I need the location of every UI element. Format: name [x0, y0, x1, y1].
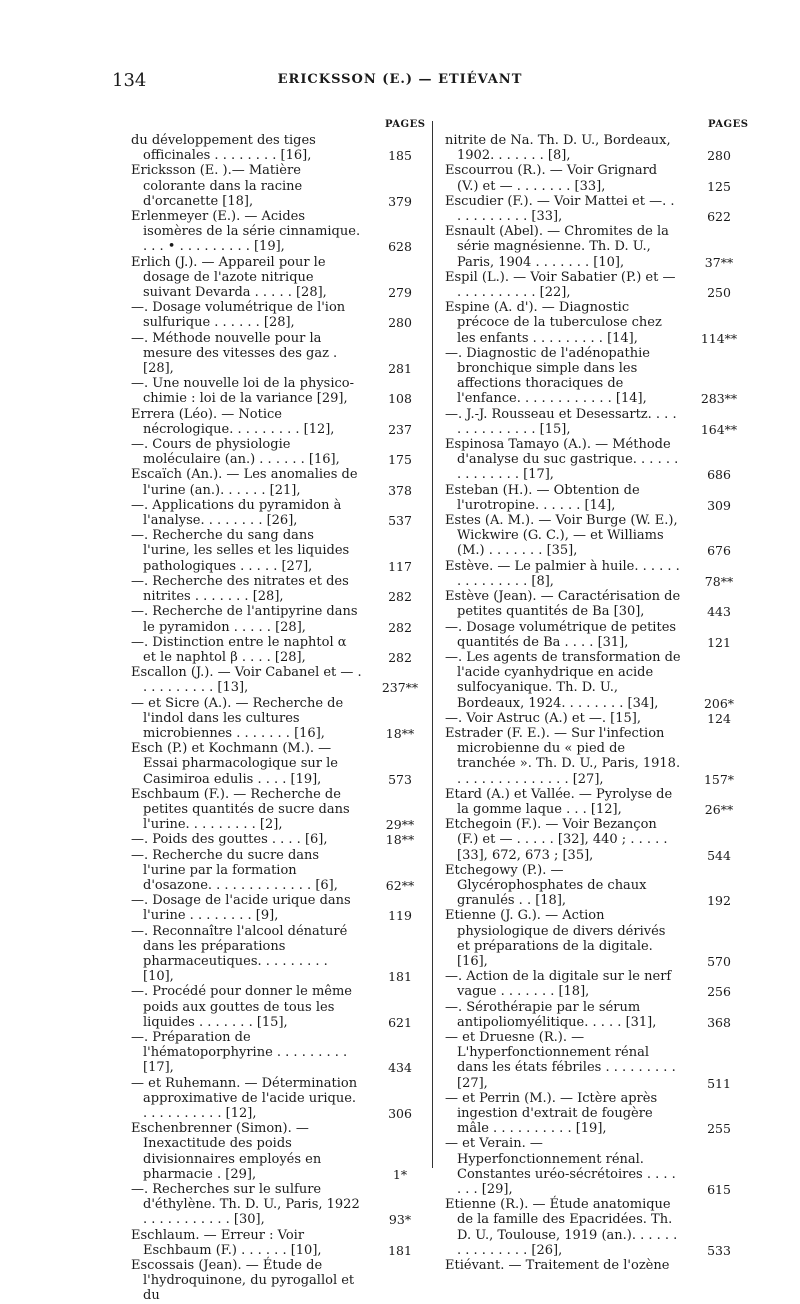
entry-text: —. Action de la digitale sur le nerf vague . . . . . . . [18], — [445, 969, 676, 1000]
page-number: 134 — [112, 70, 147, 91]
index-entry — [131, 467, 426, 497]
index-entry — [131, 741, 426, 787]
entry-text: — et Verain. — Hyperfonctionnement rénal. Constantes uréo-sécrétoires . . . . . . . [29], — [445, 1136, 680, 1198]
index-entry — [445, 726, 745, 787]
entry-text: Etiévant. — Traitement de l'ozène — [445, 1258, 670, 1274]
entry-text: Escudier (F.). — Voir Mattei et —. . . . . . . . . . . [33], — [445, 193, 679, 225]
entry-text: —. Cours de physiologie moléculaire (an.) . . . . . . [16], — [131, 437, 340, 468]
entry-text: Espil (L.). — Voir Sabatier (P.) et — . . . . . . . . . . [22], — [445, 269, 680, 301]
index-entry — [445, 133, 745, 163]
entry-page: 37** — [704, 254, 734, 270]
index-entry — [445, 559, 745, 589]
entry-text: Esch (P.) et Kochmann (M.). — Essai pharmacologique sur le Casimiroa edulis . . . . [19], — [131, 741, 343, 787]
entry-text: Esnault (Abel). — Chromites de la série magnésienne. Th. D. U., Paris, 1904 . . . . . . . [10], — [445, 224, 674, 270]
entry-page: 175 — [388, 452, 412, 468]
entry-page: 93* — [388, 1212, 412, 1228]
index-entry — [131, 163, 426, 209]
entry-page: 117 — [388, 558, 412, 574]
entry-page: 237** — [381, 680, 419, 696]
index-entry — [445, 1258, 745, 1273]
entry-text: —. Voir Astruc (A.) et —. [15], — [445, 710, 642, 726]
index-entry — [445, 270, 745, 300]
entry-text: — et Druesne (R.). — L'hyperfonctionnement rénal dans les états fébriles . . . . . . . . . [27], — [445, 1029, 680, 1091]
entry-page: 615 — [707, 1182, 731, 1198]
entry-page: 280 — [388, 315, 412, 331]
index-entry — [131, 1076, 426, 1122]
entry-text: Escossais (Jean). — Étude de l'hydroquinone, du pyrogallol et du — [131, 1258, 359, 1304]
entry-text: du développement des tiges officinales . . . . . . . . [16], — [131, 133, 320, 164]
entry-page: 622 — [707, 209, 731, 225]
index-entry — [131, 893, 426, 923]
entry-page: 181 — [388, 969, 412, 985]
entry-text: —. Applications du pyramidon à l'analyse. . . . . . . . [26], — [131, 497, 346, 529]
entry-page: 434 — [388, 1060, 412, 1076]
index-entry — [131, 635, 426, 665]
entry-text: —. Recherche de l'antipyrine dans le pyramidon . . . . . [28], — [131, 604, 362, 635]
entry-page: 62** — [385, 877, 415, 893]
entry-page: 114** — [700, 330, 738, 346]
index-entry — [445, 163, 745, 193]
index-entry — [131, 574, 426, 604]
index-entry — [131, 376, 426, 406]
entry-page: 18** — [385, 832, 415, 848]
entry-page: 26** — [704, 801, 734, 817]
index-entry — [131, 300, 426, 330]
entry-text: Estes (A. M.). — Voir Burge (W. E.), Wickwire (G. C.), — et Williams (M.) . . . . . . . [35], — [445, 513, 682, 559]
entry-text: —. Dosage de l'acide urique dans l'urine . . . . . . . . [9], — [131, 893, 355, 924]
index-entry — [445, 589, 745, 619]
entry-text: —. Reconnaître l'alcool dénaturé dans les préparations pharmaceutiques. . . . . . . . . [10], — [131, 923, 352, 985]
index-entry — [445, 1000, 745, 1030]
entry-page: 544 — [707, 847, 731, 863]
entry-text: —. Les agents de transformation de l'acide cyanhydrique en acide sulfocyanique. Th. D. U., Bordeaux, 1924. . . . . . . . [34], — [445, 649, 685, 711]
index-entry — [131, 133, 426, 163]
entry-page: 124 — [707, 710, 731, 726]
entry-page: 537 — [388, 513, 412, 529]
entry-text: —. Sérothérapie par le sérum antipoliomyélitique. . . . . [31], — [445, 999, 657, 1030]
index-entry — [131, 1121, 426, 1182]
index-entry — [131, 848, 426, 894]
entry-text: —. J.-J. Rousseau et Desessartz. . . . . . . . . . . . . . [15], — [445, 406, 681, 437]
entry-text: Etienne (R.). — Étude anatomique de la famille des Epacridées. Th. D. U., Toulouse, 1919 (an.). . . . . . . . . . . . . . . [26], — [445, 1197, 682, 1258]
entry-page: 78** — [704, 573, 734, 589]
index-entry — [131, 407, 426, 437]
entry-text: Etard (A.) et Vallée. — Pyrolyse de la gomme laque . . . [12], — [445, 786, 677, 817]
entry-page: 378 — [388, 482, 412, 498]
entry-text: Espinosa Tamayo (A.). — Méthode d'analyse du suc gastrique. . . . . . . . . . . . . . [17], — [445, 437, 683, 483]
entry-page: 282 — [388, 619, 412, 635]
entry-text: —. Distinction entre le naphtol α et le naphtol β . . . . [28], — [131, 634, 351, 665]
index-entry — [131, 604, 426, 634]
left-pages-label: PAGES — [385, 119, 426, 130]
entry-text: Erlenmeyer (E.). — Acides isomères de la série cinnamique. . . . • . . . . . . . . . [19], — [131, 209, 365, 255]
index-entry — [131, 1258, 426, 1304]
entry-page: 125 — [707, 178, 731, 194]
entry-text: —. Préparation de l'hématoporphyrine . . . . . . . . . [17], — [131, 1029, 352, 1076]
entry-page: 157* — [703, 771, 735, 787]
entry-text: Escaïch (An.). — Les anomalies de l'urine (an.). . . . . . [21], — [131, 467, 362, 498]
index-entry — [445, 1197, 745, 1258]
entry-page: 628 — [388, 239, 412, 255]
index-entry — [445, 1136, 745, 1197]
entry-text: —. Recherche du sucre dans l'urine par la formation d'osazone. . . . . . . . . . . . . [6], — [131, 847, 338, 893]
right-pages-label: PAGES — [708, 119, 749, 130]
entry-page: 237 — [388, 421, 412, 437]
column-divider — [432, 121, 433, 1168]
entry-text: Estève (Jean). — Caractérisation de petites quantités de Ba [30], — [445, 589, 685, 620]
index-entry — [445, 224, 745, 270]
index-entry — [445, 817, 745, 863]
index-entry — [131, 528, 426, 574]
entry-text: — et Sicre (A.). — Recherche de l'indol dans les cultures microbiennes . . . . . . . [16], — [131, 695, 348, 741]
index-entry — [131, 331, 426, 377]
index-entry — [131, 498, 426, 528]
entry-text: Estrader (F. E.). — Sur l'infection microbienne du « pied de tranchée ». Th. D. U., Paris, 1918. . . . . . . . . . . . . . . [27], — [445, 725, 685, 787]
index-entry — [445, 437, 745, 483]
index-entry — [445, 969, 745, 999]
entry-text: Errera (Léo). — Notice nécrologique. . . . . . . . . [12], — [131, 406, 335, 437]
index-entry — [131, 832, 426, 847]
index-entry — [131, 1228, 426, 1258]
entry-text: —. Une nouvelle loi de la physico-chimie : loi de la variance [29], — [131, 376, 354, 407]
entry-text: —. Procédé pour donner le même poids aux gouttes de tous les liquides . . . . . . . [15], — [131, 984, 357, 1030]
index-entry — [445, 908, 745, 969]
index-entry — [445, 300, 745, 346]
entry-page: 511 — [707, 1075, 731, 1091]
entry-page: 309 — [707, 497, 731, 513]
left-column — [131, 133, 426, 1304]
index-entry — [131, 924, 426, 985]
index-entry — [445, 513, 745, 559]
entry-text: Erlich (J.). — Appareil pour le dosage de l'azote nitrique suivant Devarda . . . . . [28], — [131, 254, 330, 301]
entry-page: 281 — [388, 361, 412, 377]
entry-text: Escallon (J.). — Voir Cabanel et — . . . . . . . . . . [13], — [131, 665, 366, 696]
entry-text: — et Ruhemann. — Détermination approximative de l'acide urique. . . . . . . . . . . [12], — [131, 1075, 362, 1121]
entry-text: nitrite de Na. Th. D. U., Bordeaux, 1902. . . . . . . [8], — [445, 133, 675, 164]
entry-page: 621 — [388, 1014, 412, 1030]
index-entry — [445, 407, 745, 437]
entry-page: 283** — [700, 391, 738, 407]
right-column — [445, 133, 745, 1273]
entry-text: Eschenbrenner (Simon). — Inexactitude des poids divisionnaires employés en pharmacie . [29], — [131, 1121, 326, 1182]
index-entry — [445, 650, 745, 711]
entry-text: —. Poids des gouttes . . . . [6], — [131, 832, 328, 848]
index-entry — [131, 696, 426, 742]
entry-page: 379 — [388, 193, 412, 209]
entry-page: 282 — [388, 649, 412, 665]
entry-text: —. Diagnostic de l'adénopathie bronchique simple dans les affections thoraciques de l'enfance. . . . . . . . . . . . [14], — [445, 345, 655, 407]
entry-text: Eschlaum. — Erreur : Voir Eschbaum (F.) . . . . . . [10], — [131, 1227, 322, 1258]
running-head: ERICKSSON (E.) — ETIÉVANT — [277, 72, 523, 87]
entry-text: — et Perrin (M.). — Ictère après ingestion d'extrait de fougère mâle . . . . . . . . . . [19], — [445, 1090, 662, 1137]
entry-page: 192 — [707, 893, 731, 909]
index-entry — [131, 255, 426, 301]
entry-page: 119 — [388, 908, 412, 924]
entry-page: 181 — [388, 1242, 412, 1258]
index-entry — [445, 1030, 745, 1091]
entry-text: Ericksson (E. ).— Matière colorante dans la racine d'orcanette [18], — [131, 163, 307, 209]
entry-page: 1* — [392, 1166, 408, 1182]
index-entry — [131, 665, 426, 695]
entry-page: 533 — [707, 1242, 731, 1258]
index-entry — [445, 863, 745, 909]
entry-page: 280 — [707, 148, 731, 164]
entry-text: Etchegowy (P.). — Glycérophosphates de chaux granulés . . [18], — [445, 862, 651, 909]
entry-text: —. Recherche du sang dans l'urine, les selles et les liquides pathologiques . . . . . [27], — [131, 528, 354, 574]
entry-page: 255 — [707, 1121, 731, 1137]
entry-page: 185 — [388, 148, 412, 164]
entry-page: 164** — [700, 421, 738, 437]
entry-text: —. Méthode nouvelle pour la mesure des vitesses des gaz . [28], — [131, 330, 342, 377]
index-entry — [445, 1091, 745, 1137]
entry-text: Espine (A. d'). — Diagnostic précoce de la tuberculose chez les enfants . . . . . . . . . [14], — [445, 300, 666, 346]
entry-page: 29** — [385, 817, 415, 833]
index-entry — [131, 437, 426, 467]
entry-page: 121 — [707, 634, 731, 650]
entry-page: 686 — [707, 467, 731, 483]
entry-text: —. Dosage volumétrique de l'ion sulfurique . . . . . . [28], — [131, 300, 350, 331]
index-entry — [131, 1182, 426, 1228]
index-entry — [445, 346, 745, 407]
entry-page: 279 — [388, 285, 412, 301]
entry-text: Esteban (H.). — Obtention de l'urotropine. . . . . . [14], — [445, 482, 644, 513]
entry-page: 443 — [707, 604, 731, 620]
entry-page: 206* — [703, 695, 735, 711]
index-entry — [445, 483, 745, 513]
entry-text: Etchegoin (F.). — Voir Bezançon (F.) et — . . . . . [32], 440 ; . . . . . [33], 672, 673 ; [35], — [445, 817, 672, 863]
entry-text: Eschbaum (F.). — Recherche de petites quantités de sucre dans l'urine. . . . . . . . . [2], — [131, 786, 354, 833]
index-entry — [445, 787, 745, 817]
index-entry — [131, 787, 426, 833]
index-entry — [131, 984, 426, 1030]
entry-text: Estève. — Le palmier à huile. . . . . . . . . . . . . . . [8], — [445, 558, 684, 589]
entry-page: 368 — [707, 1014, 731, 1030]
entry-text: Etienne (J. G.). — Action physiologique de divers dérivés et préparations de la digitale. [16], — [445, 908, 670, 969]
entry-page: 250 — [707, 285, 731, 301]
index-entry — [445, 620, 745, 650]
entry-text: —. Recherches sur le sulfure d'éthylène. Th. D. U., Paris, 1922 . . . . . . . . . . . [30], — [131, 1182, 364, 1228]
index-entry — [131, 1030, 426, 1076]
entry-text: —. Recherche des nitrates et des nitrites . . . . . . . [28], — [131, 573, 353, 605]
index-entry — [445, 194, 745, 224]
entry-page: 570 — [707, 953, 731, 969]
index-entry — [131, 209, 426, 255]
entry-text: —. Dosage volumétrique de petites quantités de Ba . . . . [31], — [445, 619, 681, 650]
entry-page: 306 — [388, 1106, 412, 1121]
entry-page: 108 — [388, 391, 412, 407]
entry-page: 18** — [385, 725, 415, 741]
entry-page: 676 — [707, 543, 731, 559]
entry-page: 256 — [707, 984, 731, 1000]
entry-page: 573 — [388, 771, 412, 787]
entry-page: 282 — [388, 589, 412, 605]
index-entry — [445, 711, 745, 726]
entry-text: Escourrou (R.). — Voir Grignard (V.) et — . . . . . . . [33], — [445, 163, 662, 194]
